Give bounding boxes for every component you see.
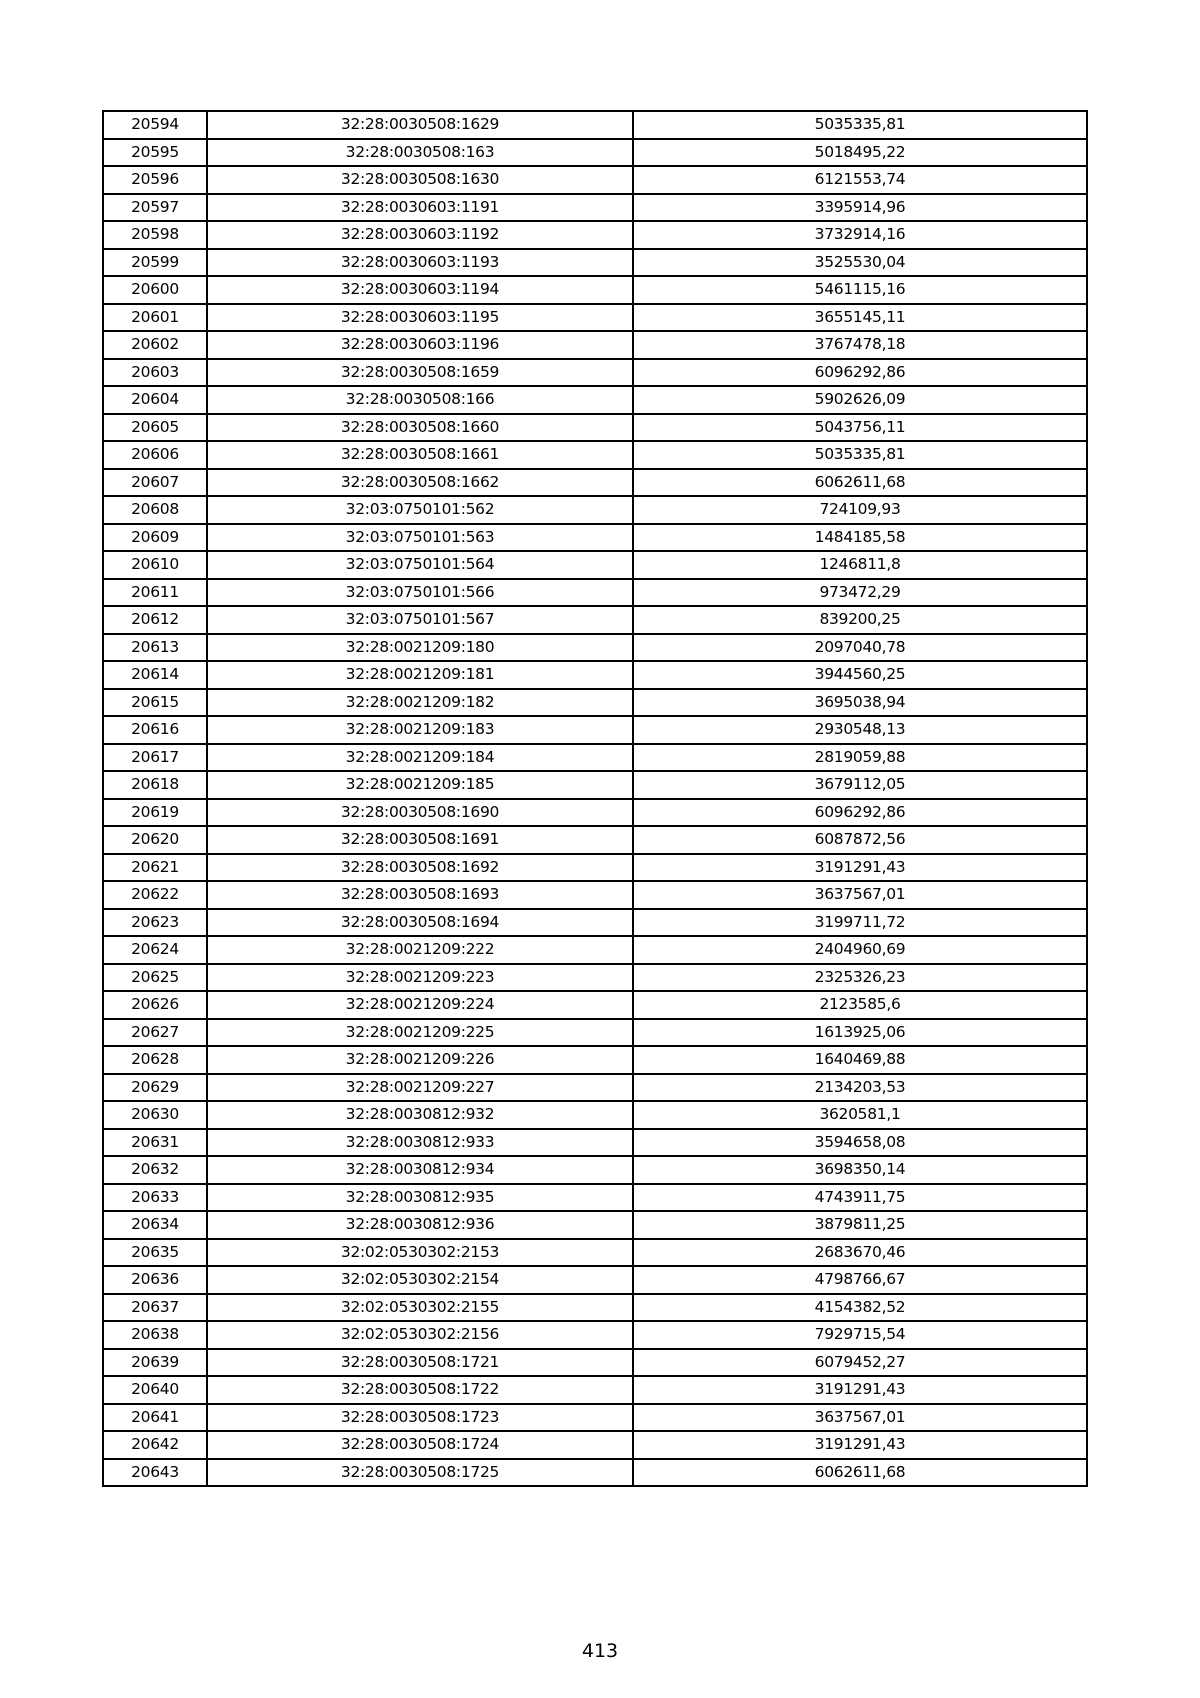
row-index-cell: 20630 xyxy=(103,1101,207,1129)
cadastral-number-cell: 32:28:0021209:185 xyxy=(207,771,633,799)
row-index-cell: 20637 xyxy=(103,1294,207,1322)
cadastral-number-cell: 32:28:0021209:224 xyxy=(207,991,633,1019)
table-row xyxy=(103,139,1087,167)
cadastral-value-cell: 2404960,69 xyxy=(633,936,1087,964)
row-index-cell: 20642 xyxy=(103,1431,207,1459)
cadastral-value-cell: 3620581,1 xyxy=(633,1101,1087,1129)
row-index-cell: 20617 xyxy=(103,744,207,772)
cadastral-number-cell: 32:03:0750101:567 xyxy=(207,606,633,634)
cadastral-value-cell: 3637567,01 xyxy=(633,1404,1087,1432)
cadastral-value-cell: 5461115,16 xyxy=(633,276,1087,304)
table-row xyxy=(103,414,1087,442)
cadastral-value-cell: 1484185,58 xyxy=(633,524,1087,552)
cadastral-value-cell: 3695038,94 xyxy=(633,689,1087,717)
cadastral-value-cell: 3525530,04 xyxy=(633,249,1087,277)
table-row xyxy=(103,716,1087,744)
table-row xyxy=(103,1349,1087,1377)
cadastral-number-cell: 32:28:0030603:1191 xyxy=(207,194,633,222)
cadastral-number-cell: 32:28:0030508:1693 xyxy=(207,881,633,909)
cadastral-number-cell: 32:02:0530302:2156 xyxy=(207,1321,633,1349)
cadastral-number-cell: 32:28:0021209:181 xyxy=(207,661,633,689)
cadastral-number-cell: 32:28:0030603:1195 xyxy=(207,304,633,332)
cadastral-value-cell: 3191291,43 xyxy=(633,854,1087,882)
table-row xyxy=(103,661,1087,689)
cadastral-value-cell: 2819059,88 xyxy=(633,744,1087,772)
table-row xyxy=(103,909,1087,937)
table-row xyxy=(103,881,1087,909)
cadastral-value-cell: 1640469,88 xyxy=(633,1046,1087,1074)
row-index-cell: 20608 xyxy=(103,496,207,524)
cadastral-number-cell: 32:03:0750101:564 xyxy=(207,551,633,579)
table-row xyxy=(103,496,1087,524)
cadastral-value-cell: 6096292,86 xyxy=(633,359,1087,387)
row-index-cell: 20639 xyxy=(103,1349,207,1377)
table-row xyxy=(103,771,1087,799)
cadastral-value-table xyxy=(102,110,1088,1487)
cadastral-number-cell: 32:28:0030508:1659 xyxy=(207,359,633,387)
cadastral-value-cell: 2097040,78 xyxy=(633,634,1087,662)
cadastral-number-cell: 32:28:0021209:223 xyxy=(207,964,633,992)
cadastral-number-cell: 32:28:0030508:166 xyxy=(207,386,633,414)
table-row xyxy=(103,304,1087,332)
cadastral-value-cell: 724109,93 xyxy=(633,496,1087,524)
cadastral-number-cell: 32:28:0030603:1192 xyxy=(207,221,633,249)
cadastral-value-cell: 3698350,14 xyxy=(633,1156,1087,1184)
table-row xyxy=(103,1404,1087,1432)
cadastral-value-cell: 5902626,09 xyxy=(633,386,1087,414)
table-row xyxy=(103,854,1087,882)
table-row xyxy=(103,359,1087,387)
cadastral-value-cell: 3191291,43 xyxy=(633,1376,1087,1404)
cadastral-number-cell: 32:28:0030508:1661 xyxy=(207,441,633,469)
cadastral-number-cell: 32:28:0030508:1724 xyxy=(207,1431,633,1459)
cadastral-number-cell: 32:28:0030508:1690 xyxy=(207,799,633,827)
row-index-cell: 20618 xyxy=(103,771,207,799)
data-table-container xyxy=(102,110,1086,1487)
table-row xyxy=(103,634,1087,662)
row-index-cell: 20604 xyxy=(103,386,207,414)
cadastral-number-cell: 32:28:0021209:225 xyxy=(207,1019,633,1047)
row-index-cell: 20643 xyxy=(103,1459,207,1487)
cadastral-number-cell: 32:28:0021209:180 xyxy=(207,634,633,662)
table-row xyxy=(103,1376,1087,1404)
cadastral-number-cell: 32:28:0030508:1694 xyxy=(207,909,633,937)
cadastral-number-cell: 32:28:0030603:1196 xyxy=(207,331,633,359)
cadastral-number-cell: 32:28:0030812:932 xyxy=(207,1101,633,1129)
table-row xyxy=(103,1266,1087,1294)
cadastral-value-cell: 3679112,05 xyxy=(633,771,1087,799)
row-index-cell: 20606 xyxy=(103,441,207,469)
table-row xyxy=(103,799,1087,827)
cadastral-value-cell: 6121553,74 xyxy=(633,166,1087,194)
table-row xyxy=(103,1101,1087,1129)
table-row xyxy=(103,1046,1087,1074)
table-row xyxy=(103,1129,1087,1157)
table-row xyxy=(103,1184,1087,1212)
cadastral-number-cell: 32:28:0030812:933 xyxy=(207,1129,633,1157)
row-index-cell: 20594 xyxy=(103,111,207,139)
row-index-cell: 20600 xyxy=(103,276,207,304)
cadastral-number-cell: 32:28:0030812:936 xyxy=(207,1211,633,1239)
table-row xyxy=(103,1459,1087,1487)
row-index-cell: 20638 xyxy=(103,1321,207,1349)
row-index-cell: 20626 xyxy=(103,991,207,1019)
page-number: 413 xyxy=(581,1640,619,1662)
table-row xyxy=(103,524,1087,552)
cadastral-number-cell: 32:28:0030508:1721 xyxy=(207,1349,633,1377)
row-index-cell: 20611 xyxy=(103,579,207,607)
table-row xyxy=(103,194,1087,222)
cadastral-number-cell: 32:28:0021209:226 xyxy=(207,1046,633,1074)
row-index-cell: 20595 xyxy=(103,139,207,167)
row-index-cell: 20602 xyxy=(103,331,207,359)
row-index-cell: 20597 xyxy=(103,194,207,222)
cadastral-value-cell: 3879811,25 xyxy=(633,1211,1087,1239)
cadastral-value-cell: 3594658,08 xyxy=(633,1129,1087,1157)
table-row xyxy=(103,221,1087,249)
table-row xyxy=(103,1321,1087,1349)
cadastral-value-cell: 3191291,43 xyxy=(633,1431,1087,1459)
row-index-cell: 20607 xyxy=(103,469,207,497)
cadastral-value-cell: 3732914,16 xyxy=(633,221,1087,249)
table-row xyxy=(103,331,1087,359)
row-index-cell: 20641 xyxy=(103,1404,207,1432)
row-index-cell: 20603 xyxy=(103,359,207,387)
row-index-cell: 20627 xyxy=(103,1019,207,1047)
cadastral-value-cell: 3655145,11 xyxy=(633,304,1087,332)
row-index-cell: 20620 xyxy=(103,826,207,854)
cadastral-number-cell: 32:28:0021209:222 xyxy=(207,936,633,964)
row-index-cell: 20601 xyxy=(103,304,207,332)
cadastral-number-cell: 32:28:0030508:1662 xyxy=(207,469,633,497)
cadastral-number-cell: 32:28:0021209:183 xyxy=(207,716,633,744)
table-row xyxy=(103,579,1087,607)
cadastral-number-cell: 32:28:0030812:935 xyxy=(207,1184,633,1212)
row-index-cell: 20621 xyxy=(103,854,207,882)
table-body xyxy=(103,111,1087,1486)
row-index-cell: 20629 xyxy=(103,1074,207,1102)
cadastral-number-cell: 32:28:0030508:163 xyxy=(207,139,633,167)
row-index-cell: 20614 xyxy=(103,661,207,689)
cadastral-value-cell: 6087872,56 xyxy=(633,826,1087,854)
cadastral-number-cell: 32:28:0030508:1722 xyxy=(207,1376,633,1404)
table-row xyxy=(103,964,1087,992)
cadastral-value-cell: 6062611,68 xyxy=(633,1459,1087,1487)
row-index-cell: 20622 xyxy=(103,881,207,909)
cadastral-value-cell: 973472,29 xyxy=(633,579,1087,607)
row-index-cell: 20599 xyxy=(103,249,207,277)
table-row xyxy=(103,1431,1087,1459)
row-index-cell: 20598 xyxy=(103,221,207,249)
table-row xyxy=(103,826,1087,854)
table-row xyxy=(103,991,1087,1019)
row-index-cell: 20625 xyxy=(103,964,207,992)
cadastral-value-cell: 3199711,72 xyxy=(633,909,1087,937)
cadastral-value-cell: 4798766,67 xyxy=(633,1266,1087,1294)
cadastral-number-cell: 32:03:0750101:563 xyxy=(207,524,633,552)
cadastral-number-cell: 32:28:0030508:1725 xyxy=(207,1459,633,1487)
row-index-cell: 20634 xyxy=(103,1211,207,1239)
row-index-cell: 20623 xyxy=(103,909,207,937)
cadastral-value-cell: 3944560,25 xyxy=(633,661,1087,689)
row-index-cell: 20633 xyxy=(103,1184,207,1212)
table-row xyxy=(103,249,1087,277)
cadastral-number-cell: 32:28:0021209:184 xyxy=(207,744,633,772)
row-index-cell: 20640 xyxy=(103,1376,207,1404)
table-row xyxy=(103,386,1087,414)
cadastral-number-cell: 32:02:0530302:2154 xyxy=(207,1266,633,1294)
table-row xyxy=(103,276,1087,304)
table-row xyxy=(103,744,1087,772)
table-row xyxy=(103,1074,1087,1102)
table-row xyxy=(103,936,1087,964)
row-index-cell: 20615 xyxy=(103,689,207,717)
table-row xyxy=(103,111,1087,139)
cadastral-number-cell: 32:28:0030508:1692 xyxy=(207,854,633,882)
cadastral-value-cell: 5043756,11 xyxy=(633,414,1087,442)
cadastral-value-cell: 7929715,54 xyxy=(633,1321,1087,1349)
table-row xyxy=(103,606,1087,634)
row-index-cell: 20631 xyxy=(103,1129,207,1157)
row-index-cell: 20610 xyxy=(103,551,207,579)
cadastral-value-cell: 839200,25 xyxy=(633,606,1087,634)
cadastral-number-cell: 32:28:0030812:934 xyxy=(207,1156,633,1184)
cadastral-value-cell: 4154382,52 xyxy=(633,1294,1087,1322)
row-index-cell: 20619 xyxy=(103,799,207,827)
cadastral-value-cell: 5018495,22 xyxy=(633,139,1087,167)
cadastral-value-cell: 2683670,46 xyxy=(633,1239,1087,1267)
table-row xyxy=(103,441,1087,469)
cadastral-value-cell: 6096292,86 xyxy=(633,799,1087,827)
row-index-cell: 20613 xyxy=(103,634,207,662)
cadastral-number-cell: 32:28:0030508:1691 xyxy=(207,826,633,854)
table-row xyxy=(103,1294,1087,1322)
cadastral-value-cell: 3637567,01 xyxy=(633,881,1087,909)
cadastral-value-cell: 1613925,06 xyxy=(633,1019,1087,1047)
table-row xyxy=(103,1156,1087,1184)
cadastral-number-cell: 32:28:0021209:227 xyxy=(207,1074,633,1102)
row-index-cell: 20624 xyxy=(103,936,207,964)
cadastral-number-cell: 32:03:0750101:566 xyxy=(207,579,633,607)
cadastral-number-cell: 32:28:0030508:1723 xyxy=(207,1404,633,1432)
table-row xyxy=(103,166,1087,194)
row-index-cell: 20605 xyxy=(103,414,207,442)
cadastral-number-cell: 32:28:0030603:1193 xyxy=(207,249,633,277)
table-row xyxy=(103,1019,1087,1047)
cadastral-value-cell: 3767478,18 xyxy=(633,331,1087,359)
row-index-cell: 20636 xyxy=(103,1266,207,1294)
cadastral-number-cell: 32:02:0530302:2155 xyxy=(207,1294,633,1322)
cadastral-number-cell: 32:28:0030508:1630 xyxy=(207,166,633,194)
cadastral-number-cell: 32:28:0030508:1629 xyxy=(207,111,633,139)
cadastral-value-cell: 6062611,68 xyxy=(633,469,1087,497)
cadastral-value-cell: 5035335,81 xyxy=(633,441,1087,469)
table-row xyxy=(103,1211,1087,1239)
cadastral-value-cell: 2134203,53 xyxy=(633,1074,1087,1102)
cadastral-number-cell: 32:28:0030603:1194 xyxy=(207,276,633,304)
cadastral-value-cell: 3395914,96 xyxy=(633,194,1087,222)
row-index-cell: 20616 xyxy=(103,716,207,744)
cadastral-value-cell: 2123585,6 xyxy=(633,991,1087,1019)
row-index-cell: 20635 xyxy=(103,1239,207,1267)
table-row xyxy=(103,469,1087,497)
table-row xyxy=(103,689,1087,717)
row-index-cell: 20628 xyxy=(103,1046,207,1074)
cadastral-value-cell: 1246811,8 xyxy=(633,551,1087,579)
cadastral-value-cell: 4743911,75 xyxy=(633,1184,1087,1212)
cadastral-value-cell: 5035335,81 xyxy=(633,111,1087,139)
row-index-cell: 20609 xyxy=(103,524,207,552)
cadastral-value-cell: 6079452,27 xyxy=(633,1349,1087,1377)
cadastral-number-cell: 32:28:0030508:1660 xyxy=(207,414,633,442)
cadastral-number-cell: 32:28:0021209:182 xyxy=(207,689,633,717)
table-row xyxy=(103,551,1087,579)
cadastral-number-cell: 32:03:0750101:562 xyxy=(207,496,633,524)
cadastral-value-cell: 2930548,13 xyxy=(633,716,1087,744)
table-row xyxy=(103,1239,1087,1267)
cadastral-number-cell: 32:02:0530302:2153 xyxy=(207,1239,633,1267)
row-index-cell: 20632 xyxy=(103,1156,207,1184)
row-index-cell: 20596 xyxy=(103,166,207,194)
row-index-cell: 20612 xyxy=(103,606,207,634)
cadastral-value-cell: 2325326,23 xyxy=(633,964,1087,992)
